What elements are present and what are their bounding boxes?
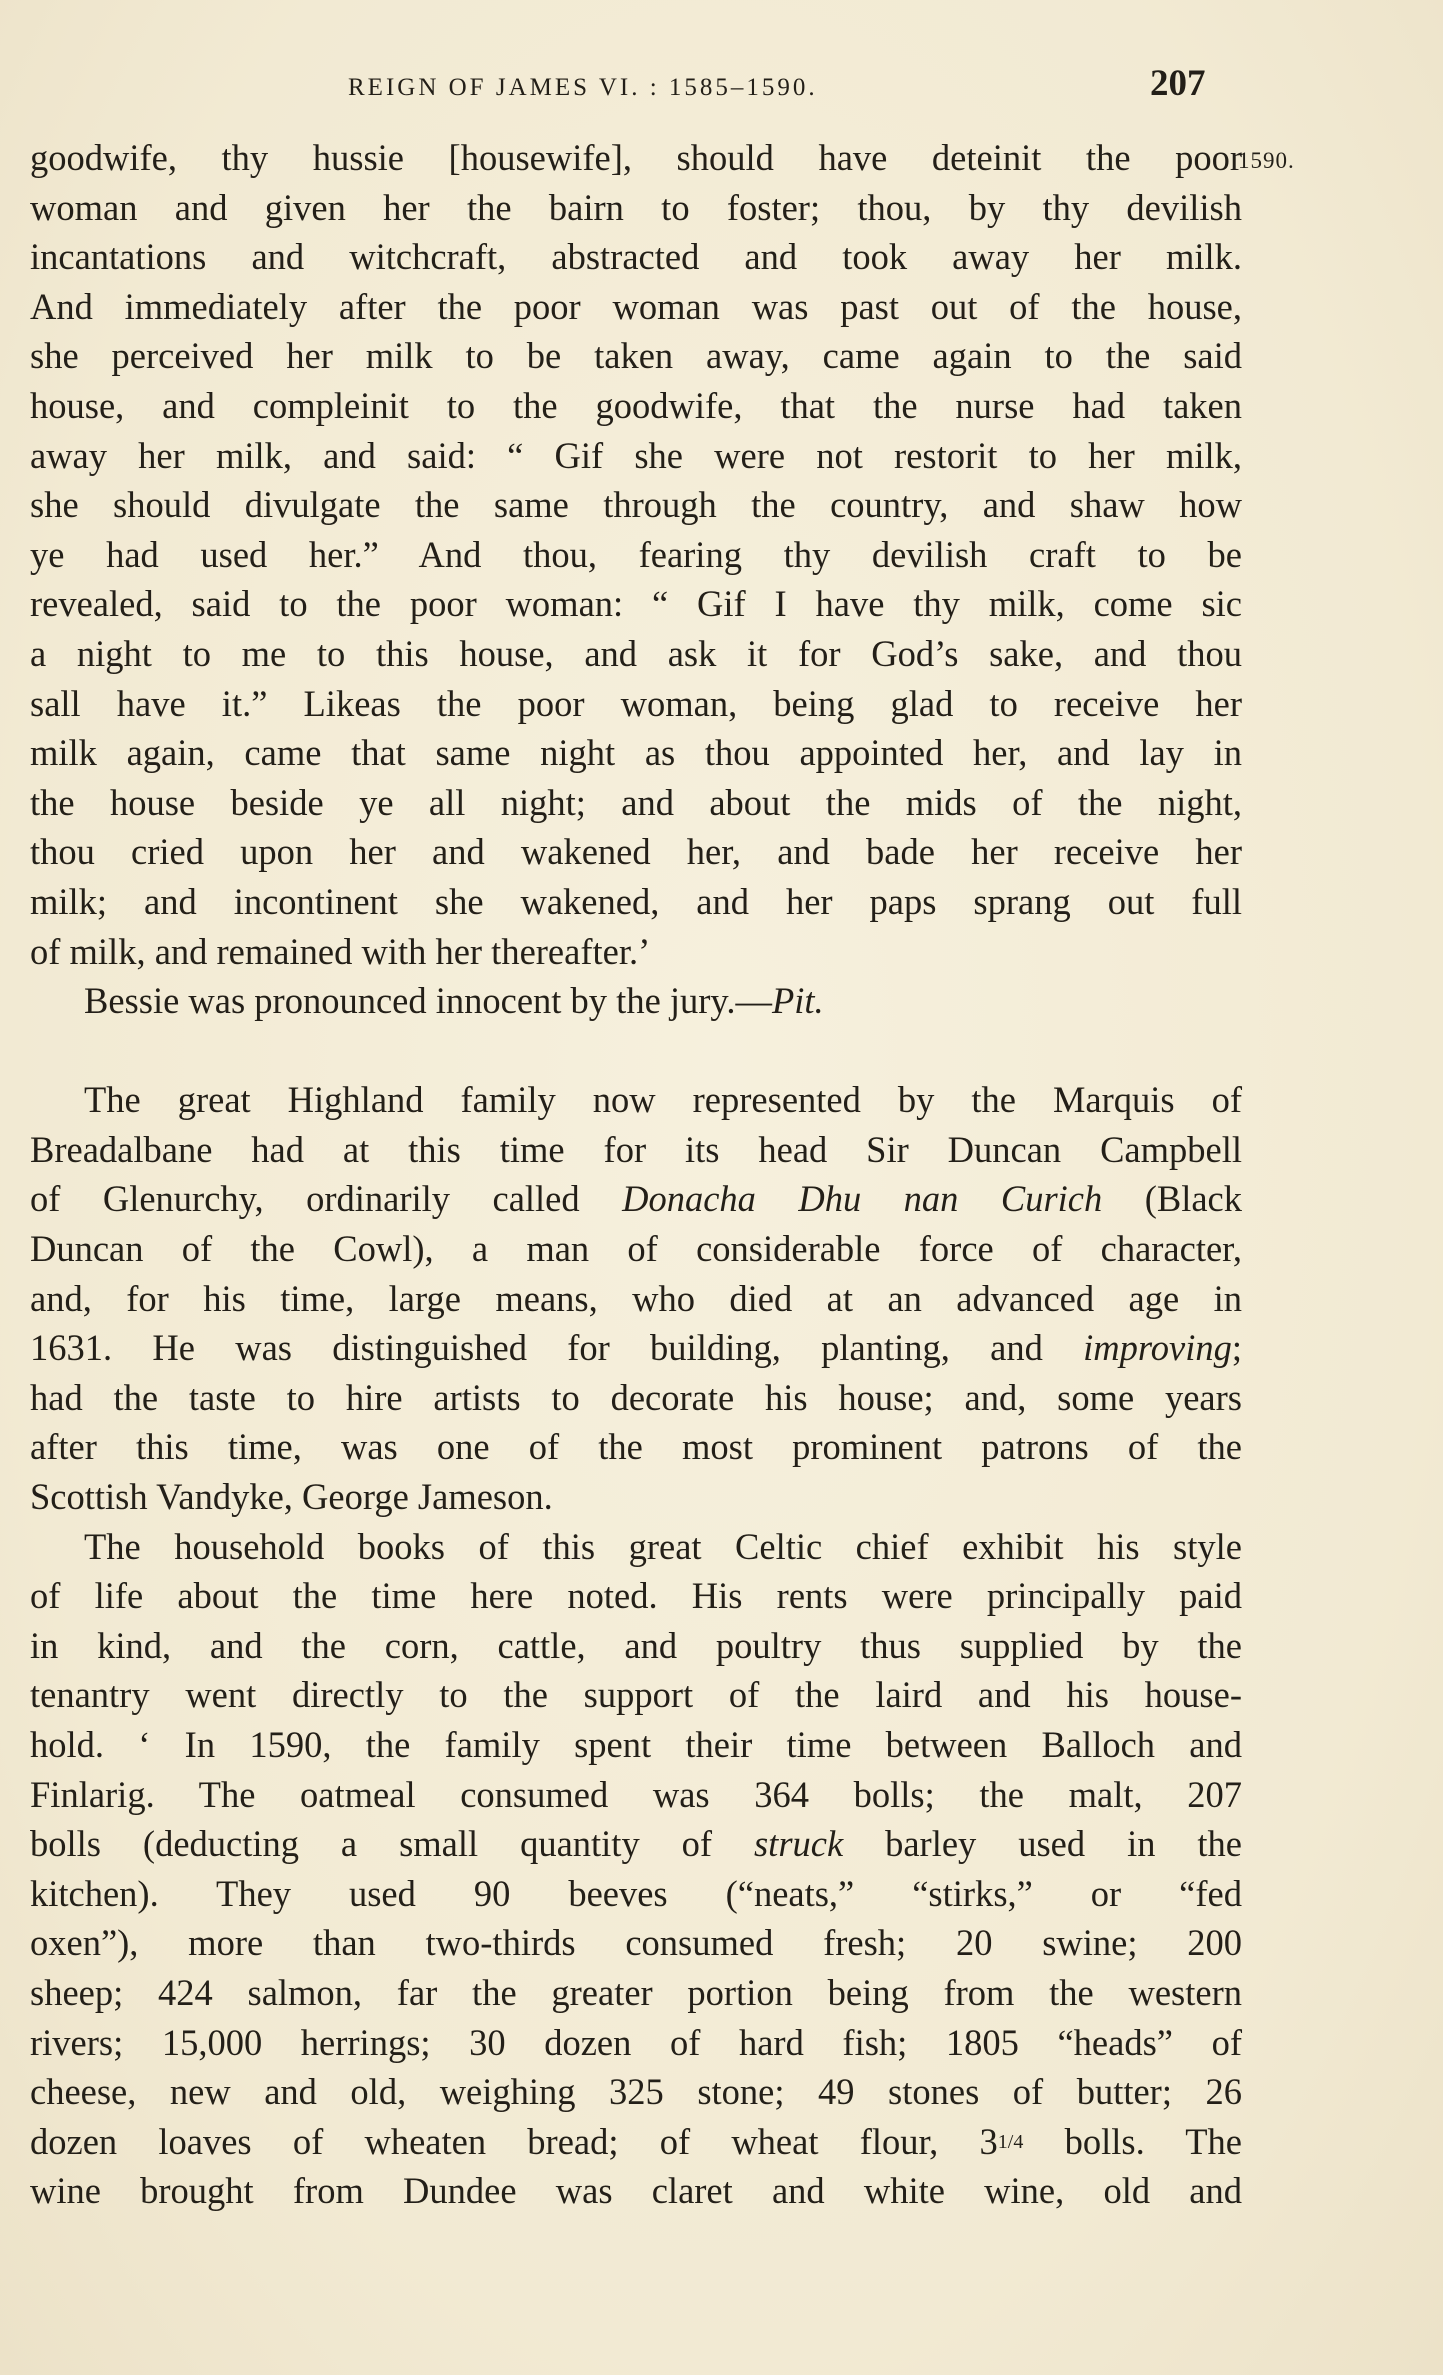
paragraph-household-books <box>30 1522 1242 2216</box>
text-line: house, and compleinit to the goodwife, that the nurse had taken <box>30 384 1242 426</box>
text-line: Duncan of the Cowl), a man of considerable force of character, <box>30 1228 1242 1270</box>
text-line: kitchen). They used 90 beeves (“neats,” “stirks,” or “fed <box>30 1872 1242 1914</box>
text-line: she should divulgate the same through the country, and shaw how <box>30 484 1242 526</box>
fraction: 1/4 <box>997 2130 1024 2153</box>
text-run: bolls. The <box>1023 2120 1242 2162</box>
text-line: of life about the time here noted. His rents were principally paid <box>30 1575 1242 1617</box>
text-line: Finlarig. The oatmeal consumed was 364 bolls; the malt, 207 <box>30 1773 1242 1815</box>
body-text <box>30 133 1242 2216</box>
text-line: sall have it.” Likeas the poor woman, being glad to receive her <box>30 682 1242 724</box>
margin-year-note: 1590. <box>1238 148 1295 173</box>
text-run: of Glenurchy, ordinarily called <box>30 1178 623 1220</box>
text-run: barley used in the <box>843 1823 1242 1865</box>
text-line: the house beside ye all night; and about the mids of the night, <box>30 781 1242 823</box>
text-line: she perceived her milk to be taken away, came again to the said <box>30 335 1242 377</box>
text-line: thou cried upon her and wakened her, and bade her receive her <box>30 831 1242 873</box>
text-line: oxen”), more than two-thirds consumed fresh; 20 swine; 200 <box>30 1922 1242 1964</box>
text-line: of milk, and remained with her thereafter.’ <box>30 930 651 972</box>
text-line <box>30 1323 1242 1373</box>
text-line: had the taste to hire artists to decorate his house; and, some years <box>30 1376 1242 1418</box>
text-line: The household books of this great Celtic chief exhibit his style <box>84 1525 1242 1567</box>
text-line: ye had used her.” And thou, fearing thy devilish craft to be <box>30 533 1242 575</box>
text-line: milk again, came that same night as thou appointed her, and lay in <box>30 732 1242 774</box>
text-line: wine brought from Dundee was claret and white wine, old and <box>30 2170 1242 2212</box>
text-run: dozen loaves of wheaten bread; of wheat flour, 3 <box>30 2120 998 2162</box>
text-line <box>30 2117 1242 2167</box>
text-line: And immediately after the poor woman was past out of the house, <box>30 285 1242 327</box>
italic-word: struck <box>753 1823 844 1865</box>
italic-word: improving <box>1083 1327 1232 1369</box>
text-line <box>30 1819 1242 1869</box>
text-line: in kind, and the corn, cattle, and poultry thus supplied by the <box>30 1624 1242 1666</box>
text-line: a night to me to this house, and ask it for God’s sake, and thou <box>30 632 1242 674</box>
paragraph-witchcraft-testimony <box>30 133 1242 1026</box>
text-line: hold. ‘ In 1590, the family spent their time between Balloch and <box>30 1724 1242 1765</box>
paragraph-gap <box>30 1026 1242 1076</box>
text-run: (Black <box>1102 1178 1243 1220</box>
text-line <box>30 1174 1242 1224</box>
text-line: rivers; 15,000 herrings; 30 dozen of hard fish; 1805 “heads” of <box>30 2021 1242 2063</box>
text-run: bolls (deducting a small quantity of <box>30 1823 754 1865</box>
text-line: revealed, said to the poor woman: “ Gif I have thy milk, come sic <box>30 583 1242 625</box>
page-header <box>30 62 1230 112</box>
text-line: The great Highland family now represented by the Marquis of <box>84 1079 1242 1121</box>
verdict-source: Pit. <box>771 980 824 1022</box>
text-run: 1631. He was distinguished for building, planting, and <box>30 1327 1084 1369</box>
verdict-text: Bessie was pronounced innocent by the jury.— <box>84 980 772 1022</box>
paragraph-campbell-intro <box>30 1075 1242 1521</box>
gaelic-name: Donacha Dhu nan Curich <box>622 1178 1103 1220</box>
text-line: milk; and incontinent she wakened, and her paps sprang out full <box>30 880 1242 922</box>
text-line: sheep; 424 salmon, far the greater portion being from the western <box>30 1971 1242 2013</box>
verdict-line <box>30 976 1242 1026</box>
text-line: incantations and witchcraft, abstracted and took away her milk. <box>30 236 1242 278</box>
text-line: Breadalbane had at this time for its head Sir Duncan Campbell <box>30 1128 1242 1170</box>
text-line: tenantry went directly to the support of the laird and his house- <box>30 1674 1242 1716</box>
text-line: after this time, was one of the most prominent patrons of the <box>30 1426 1242 1468</box>
text-line: goodwife, thy hussie [housewife], should have deteinit the poor <box>30 137 1242 178</box>
text-line: woman and given her the bairn to foster; thou, by thy devilish <box>30 186 1242 228</box>
running-head: REIGN OF JAMES VI. : 1585–1590. <box>348 74 818 101</box>
page-number: 207 <box>1150 63 1206 104</box>
text-line: cheese, new and old, weighing 325 stone; 49 stones of butter; 26 <box>30 2071 1242 2113</box>
text-line: away her milk, and said: “ Gif she were not restorit to her milk, <box>30 434 1242 476</box>
text-line: Scottish Vandyke, George Jameson. <box>30 1476 553 1518</box>
text-line: and, for his time, large means, who died at an advanced age in <box>30 1277 1242 1319</box>
text-run: ; <box>1231 1327 1242 1369</box>
